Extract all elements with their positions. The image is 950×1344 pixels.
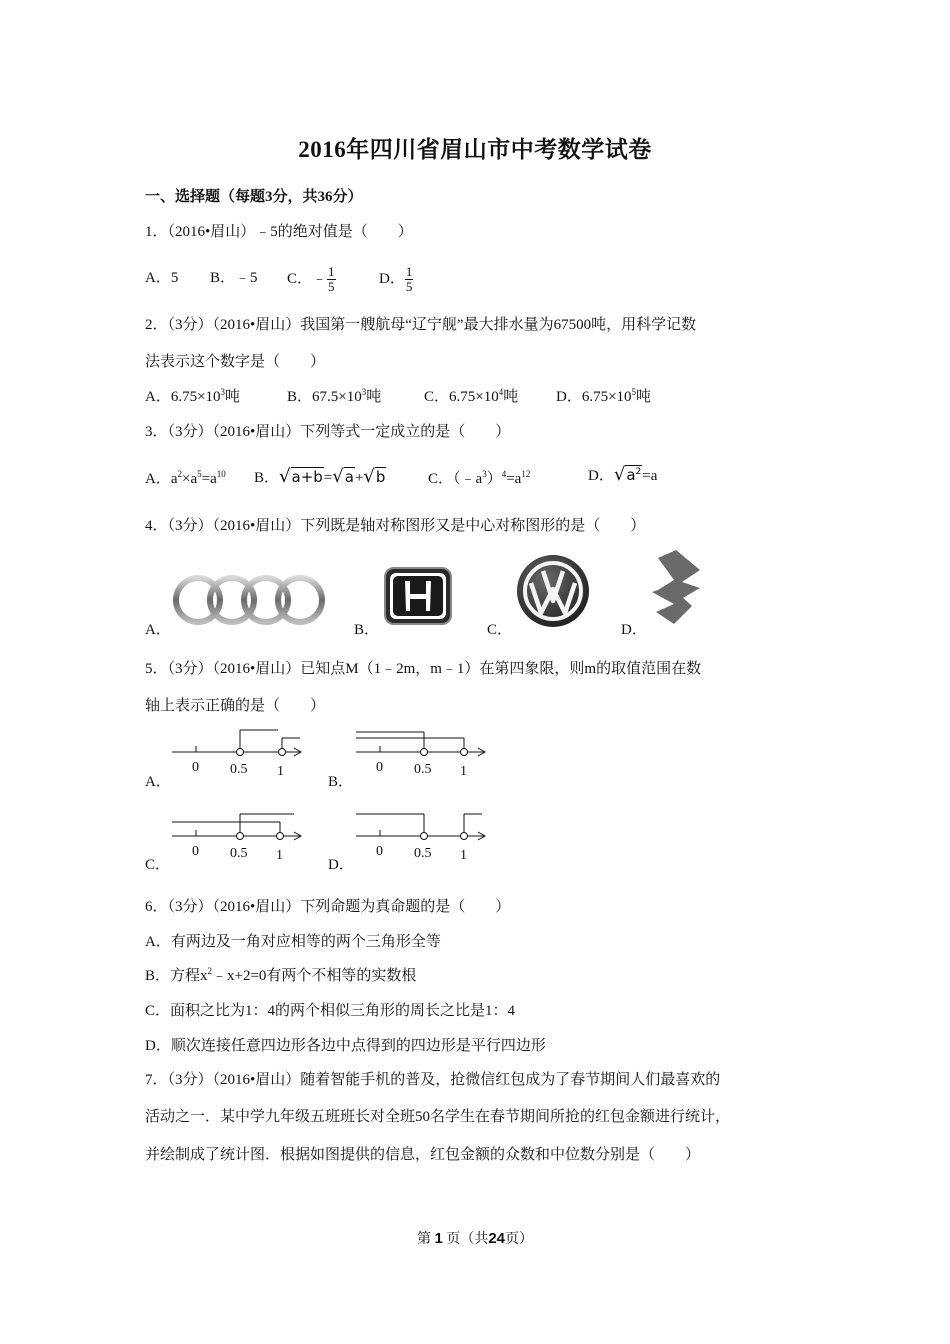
tick-label: 0	[376, 844, 383, 859]
question-2-stem-line1: 2．（3分）（2016•眉山）我国第一艘航母“辽宁舰”最大排水量为67500吨，用科学记数	[145, 317, 697, 333]
q6-option-c: C．面积之比为1：4的两个相似三角形的周长之比是1：4	[145, 1003, 516, 1019]
suzuki-logo	[648, 548, 704, 626]
question-7-line3: 并绘制成了统计图．根据如图提供的信息，红包金额的众数和中位数分别是（ ）	[145, 1147, 701, 1163]
question-7-line2: 活动之一．某中学九年级五班班长对全班50名学生在春节期间所抢的红包金额进行统计，	[145, 1109, 731, 1125]
tick-label: 1	[460, 764, 467, 779]
number-line-d	[356, 812, 491, 864]
q3-option-c: C．$(﹣a^3)^4=a^{12}$	[428, 469, 531, 487]
tick-label: 0	[192, 760, 199, 775]
q6-option-d: D．顺次连接任意四边形各边中点得到的四边形是平行四边形	[145, 1038, 546, 1054]
q5-option-b-label: B．	[328, 774, 354, 790]
question-4-stem: 4．（3分）（2016•眉山）下列既是轴对称图形又是中心对称图形的是（ ）	[145, 518, 646, 534]
tick-label: 0	[192, 844, 199, 859]
question-5-stem-line2: 轴上表示正确的是（ ）	[145, 698, 326, 714]
question-2-stem-line2: 法表示这个数字是（ ）	[145, 354, 326, 370]
tick-label: 0	[376, 760, 383, 775]
q2-option-c: C．$6.75\times 10^4$吨	[424, 387, 519, 405]
honda-logo	[383, 566, 453, 626]
audi-rings-logo	[172, 572, 326, 628]
question-5-stem-line1: 5．（3分）（2016•眉山）已知点M（1﹣2m，m﹣1）在第四象限，则m的取值范围在数	[145, 661, 702, 677]
q5-option-d-label: D．	[328, 857, 354, 873]
question-7-line1: 7．（3分）（2016•眉山）随着智能手机的普及，抢微信红包成为了春节期间人们最喜欢的	[145, 1072, 721, 1088]
q4-option-a-label: A．	[145, 622, 171, 638]
question-3-stem: 3．（3分）（2016•眉山）下列等式一定成立的是（ ）	[145, 424, 511, 440]
number-line-c	[172, 812, 307, 864]
fraction: $\frac{1}{5}$	[328, 264, 335, 295]
q4-option-c-label: C．	[487, 622, 513, 638]
q1-option-b: B．﹣5	[210, 270, 258, 286]
radical: √a	[332, 466, 354, 487]
fraction: $\frac{1}{5}$	[405, 264, 413, 295]
page-title: 2016年四川省眉山市中考数学试卷	[298, 137, 652, 162]
q5-option-a-label: A．	[145, 774, 171, 790]
tick-label: 1	[276, 848, 283, 863]
tick-label: 0.5	[230, 762, 248, 777]
tick-label: 1	[277, 764, 284, 779]
page-footer: 第 1 页（共24页）	[416, 1230, 534, 1247]
q3-option-a: A．$a^2\times a^5=a^{10}$	[145, 469, 226, 487]
q3-option-d: D．$√a^2=a$	[588, 464, 658, 485]
volkswagen-logo	[515, 553, 591, 629]
total-pages: 24	[488, 1230, 506, 1247]
question-6-stem: 6．（3分）（2016•眉山）下列命题为真命题的是（ ）	[145, 899, 511, 915]
q2-option-d: D．$6.75\times 10^5$吨	[556, 387, 652, 405]
q3-option-b: B．√a+b=√a+√b	[254, 466, 386, 487]
q4-option-b-label: B．	[354, 622, 380, 638]
q6-option-a: A．有两边及一角对应相等的两个三角形全等	[145, 934, 441, 950]
tick-label: 1	[460, 848, 467, 863]
section-heading: 一、选择题（每题3分，共36分）	[145, 189, 363, 205]
tick-label: 0.5	[414, 846, 432, 861]
number-line-b	[356, 728, 491, 780]
q5-option-c-label: C．	[145, 857, 171, 873]
tick-label: 0.5	[414, 762, 432, 777]
radical: $√a^2$	[613, 464, 642, 485]
q2-option-a: A．$6.75\times 10^3$吨	[145, 387, 241, 405]
q1-option-a: A．5	[145, 270, 179, 286]
radical: √a+b	[279, 466, 323, 487]
number-line-a	[172, 728, 307, 780]
question-1-stem: 1．（2016•眉山）﹣5的绝对值是（ ）	[145, 224, 413, 240]
q2-option-b: B．$67.5\times 10^3$吨	[287, 387, 382, 405]
tick-label: 0.5	[230, 846, 248, 861]
q1-option-d: D． $\frac{1}{5}$	[379, 264, 413, 295]
q6-option-b: B．方程$x^2﹣x+2=0$有两个不相等的实数根	[145, 966, 417, 984]
page-number: 1	[434, 1230, 443, 1247]
radical: √b	[363, 466, 386, 487]
q4-option-d-label: D．	[621, 622, 647, 638]
q1-option-c: C．﹣ $\frac{1}{5}$	[287, 264, 335, 295]
